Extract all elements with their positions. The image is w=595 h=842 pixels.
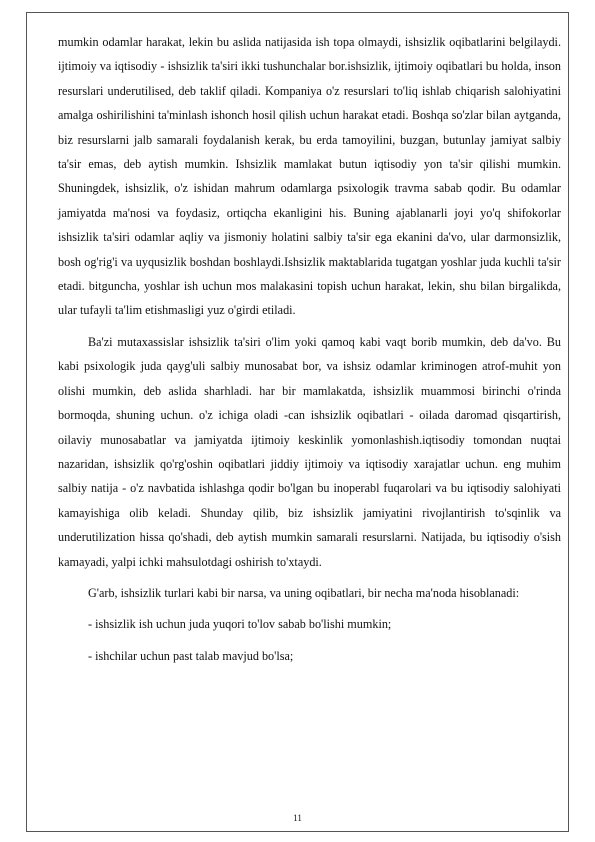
document-body <box>58 30 561 668</box>
list-item: - ishchilar uchun past talab mavjud bo'lsa; <box>88 648 294 663</box>
paragraph-1: mumkin odamlar harakat, lekin bu aslida natijasida ish topa olmaydi, ishsizlik oqibatlarini belgilaydi. ijtimoiy va iqtisodiy - ishsizlik ta'siri ikki tushunchalar bor.ishsizlik, ijtimoiy oqibatlari bu holda, inson resurslari underutilised, deb taklif qiladi. Kompaniya o'z resurslari to'liq ishlab chiqarish salohiyatini amalga oshirilishini ta'minlash ishonch hosil qilish uchun harakat etadi. Boshqa so'zlar bilan aytganda, biz resurslarni jalb samarali foydalanish kerak, bu erda tamoyilini, buzgan, butunlay jamiyat salbiy ta'sir emas, deb aytish mumkin. Ishsizlik mamlakat butun iqtisodiy yon ta'sir qilishi mumkin. Shuningdek, ishsizlik, o'z ishidan mahrum odamlarga psixologik travma sabab qodir. Bu odamlar jamiyatda ma'nosi va foydasiz, ortiqcha ekanligini his. Buning ajablanarli joyi yo'q shifokorlar ishsizlik ta'siri odamlar aqliy va jismoniy holatini salbiy ta'sir ega ekanini da'vo, ular darmonsizlik, bosh og'rig'i va uyqusizlik boshdan boshlaydi.Ishsizlik maktablarida tugatgan yoshlar juda kuchli ta'sir etadi. bitguncha, yoshlar ish uchun mos malakasini topish uchun harakat, lekin, shu bilan birgalikda, ular tufayli ta'lim etishmasligi yuz o'girdi etiladi. <box>58 35 561 318</box>
paragraph-3: G'arb, ishsizlik turlari kabi bir narsa, va uning oqibatlari, bir necha ma'noda hisoblanadi: <box>88 585 520 600</box>
list-item: - ishsizlik ish uchun juda yuqori to'lov sabab bo'lishi mumkin; <box>88 617 392 632</box>
paragraph-2: Ba'zi mutaxassislar ishsizlik ta'siri o'lim yoki qamoq kabi vaqt borib mumkin, deb da'vo. Bu kabi psixologik juda qayg'uli salbiy munosabat bor, va ishsiz odamlar kriminogen atrof-muhit yon olishi mumkin, deb aslida sharhladi. har bir mamlakatda, ishsizlik muammosi birinchi o'rinda bormoqda, shuning uchun. o'z ichiga oladi -can ishsizlik oqibatlari - oilada daromad qisqartirish, oilaviy munosabatlar va jamiyatda ijtimoiy keskinlik yomonlashish.iqtisodiy tomondan nuqtai nazaridan, ishsizlik qo'rg'oshin oqibatlari jiddiy ijtimoiy va iqtisodiy xarajatlar uchun. eng muhim salbiy natija - o'z navbatida ishlashga qodir bo'lgan bu inoperabl fuqarolari va bu iqtisodiy salohiyati kamayishiga olib keladi. Shunday qilib, biz ishsizlik jamiyatini rivojlantirish to'sqinlik va underutilization hissa qo'shadi, deb aytish mumkin samarali resurslarni. Natijada, bu iqtisodiy o'sish kamayadi, yalpi ichki mahsulotdagi oshirish to'xtaydi. <box>58 334 561 569</box>
page-number: 11 <box>293 813 302 823</box>
